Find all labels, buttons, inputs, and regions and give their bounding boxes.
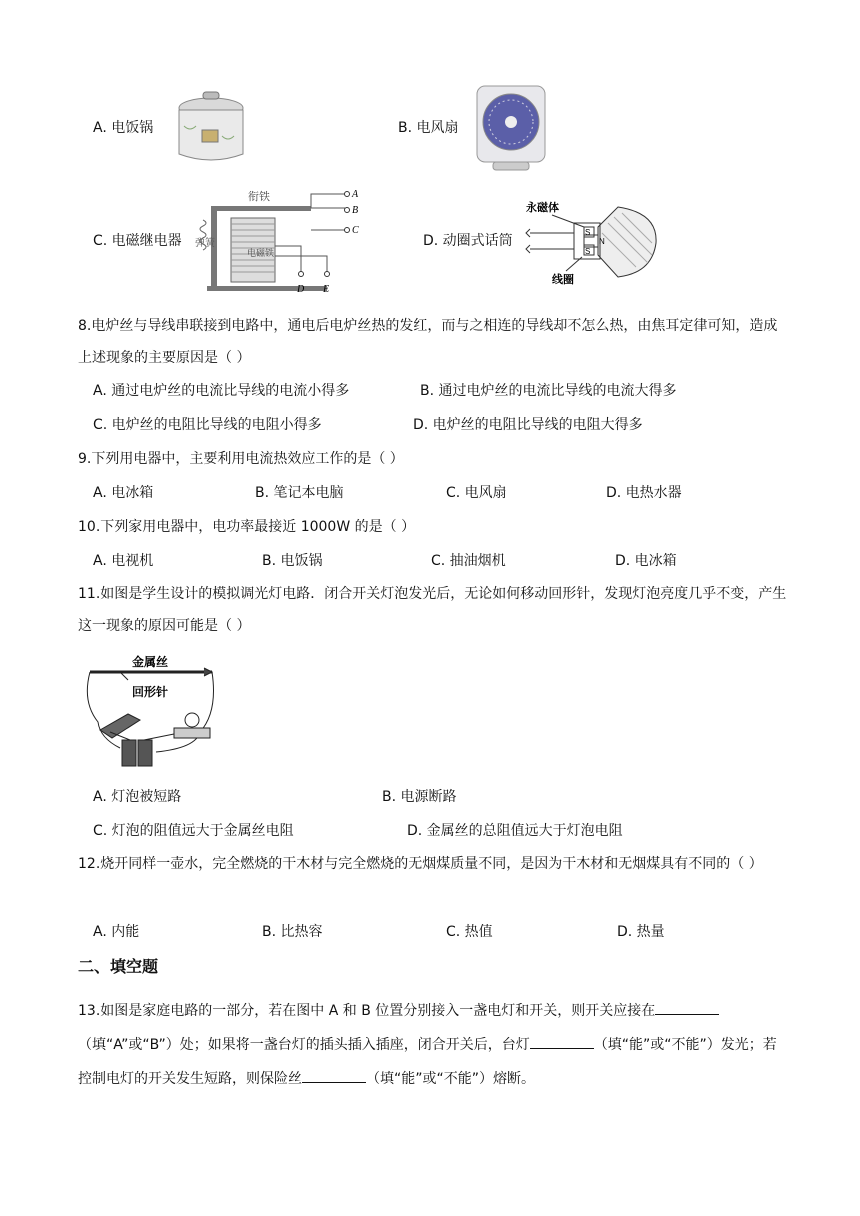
q10-option-b: B. 电饭锅 — [262, 553, 323, 569]
q8-option-a: A. 通过电炉丝的电流比导线的电流小得多 — [93, 383, 350, 399]
relay-terminal-d: D — [297, 284, 305, 295]
q9-option-d: D. 电热水器 — [606, 485, 682, 501]
q12-option-b: B. 比热容 — [262, 924, 323, 940]
q13-blank-3[interactable] — [302, 1068, 366, 1083]
q12-option-a: A. 内能 — [93, 924, 140, 940]
mic-pole-n: N — [599, 237, 605, 246]
q12-option-c: C. 热值 — [446, 924, 493, 940]
q7-option-c: C. 电磁继电器 — [93, 233, 182, 249]
q7-option-b: B. 电风扇 — [398, 120, 459, 136]
microphone-diagram — [522, 193, 658, 289]
q13-part3: （填“能”或“不能”）发光；若控制电灯的开关发生短路，则保险丝 — [78, 1037, 777, 1087]
q11-stem: 11.如图是学生设计的模拟调光灯电路．闭合开关灯泡发光后，无论如何移动回形针，发现灯泡亮度几乎不变，产生这一现象的原因可能是（ ） — [78, 586, 787, 634]
q12-option-d: D. 热量 — [617, 924, 665, 940]
rice-cooker-image — [170, 86, 252, 170]
q9-stem: 9.下列用电器中，主要利用电流热效应工作的是（ ） — [78, 451, 404, 467]
q10-stem: 10.下列家用电器中，电功率最接近 1000W 的是（ ） — [78, 519, 416, 535]
q13-blank-2[interactable] — [530, 1034, 594, 1049]
q11-option-d: D. 金属丝的总阻值远大于灯泡电阻 — [407, 823, 623, 839]
relay-diagram — [195, 186, 357, 298]
q8-stem: 8.电炉丝与导线串联接到电路中，通电后电炉丝热的发红，而与之相连的导线却不怎么热，由焦耳定律可知，造成上述现象的主要原因是（ ） — [78, 318, 778, 366]
relay-terminal-b: B — [352, 205, 359, 216]
mic-pole-s-top: S — [585, 228, 591, 237]
q13-stem — [78, 994, 788, 1096]
q9-option-b: B. 笔记本电脑 — [255, 485, 344, 501]
relay-armature-label: 衔铁 — [248, 191, 270, 203]
q10-option-d: D. 电冰箱 — [615, 553, 677, 569]
relay-core-label: 电磁铁 — [247, 248, 275, 258]
q8-option-c: C. 电炉丝的电阻比导线的电阻小得多 — [93, 417, 322, 433]
electric-fan-image — [473, 82, 549, 174]
mic-pole-s-bottom: S — [585, 247, 591, 256]
q10-option-c: C. 抽油烟机 — [431, 553, 506, 569]
q11-option-c: C. 灯泡的阻值远大于金属丝电阻 — [93, 823, 294, 839]
q13-part2: （填“A”或“B”）处；如果将一盏台灯的插头插入插座，闭合开关后，台灯 — [78, 1037, 530, 1053]
relay-terminal-a: A — [352, 189, 359, 200]
paper-clip-label: 回形针 — [132, 685, 169, 699]
q13-blank-1[interactable] — [655, 1000, 719, 1015]
q10-option-a: A. 电视机 — [93, 553, 154, 569]
q11-option-b: B. 电源断路 — [382, 789, 457, 805]
mic-magnet-label: 永磁体 — [526, 202, 559, 214]
dimmer-circuit-diagram — [80, 652, 222, 774]
q9-option-c: C. 电风扇 — [446, 485, 507, 501]
relay-terminal-e: E — [323, 284, 330, 295]
mic-coil-label: 线圈 — [552, 274, 574, 286]
q8-option-b: B. 通过电炉丝的电流比导线的电流大得多 — [420, 383, 677, 399]
section-fill-in-title: 二、填空题 — [78, 957, 159, 976]
q7-option-a: A. 电饭锅 — [93, 120, 154, 136]
q7-option-d: D. 动圈式话筒 — [423, 233, 513, 249]
q13-part1: 13.如图是家庭电路的一部分，若在图中 A 和 B 位置分别接入一盏电灯和开关，则开关应接在 — [78, 1003, 656, 1019]
q8-option-d: D. 电炉丝的电阻比导线的电阻大得多 — [413, 417, 643, 433]
relay-terminal-c: C — [352, 225, 359, 236]
q13-part4: （填“能”或“不能”）熔断。 — [366, 1071, 536, 1087]
q9-option-a: A. 电冰箱 — [93, 485, 154, 501]
q12-stem: 12.烧开同样一壶水，完全燃烧的干木材与完全燃烧的无烟煤质量不同，是因为干木材和无烟煤具有不同的（ ） — [78, 856, 763, 872]
relay-spring-label: 弹簧 — [195, 238, 215, 249]
q11-option-a: A. 灯泡被短路 — [93, 789, 182, 805]
metal-wire-label: 金属丝 — [132, 655, 169, 669]
